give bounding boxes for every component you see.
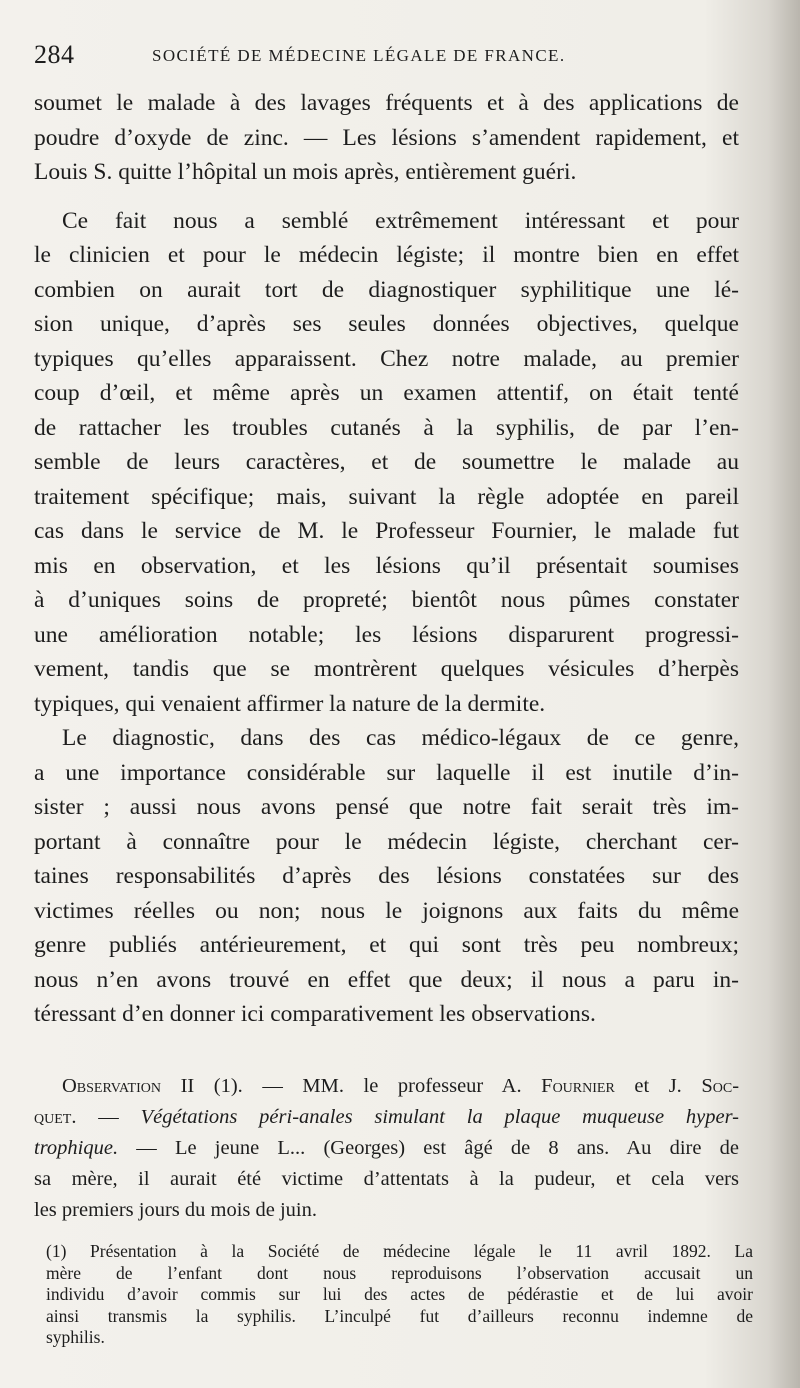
text-line: typiques, qui venaient affirmer la nature de la dermite. <box>34 690 546 717</box>
text-line: genre publiés antérieurement, et qui sont très peu nombreux; <box>34 932 739 958</box>
text-line: a une importance considérable sur laquelle il est inutile d’in- <box>34 759 739 786</box>
text-line: vement, tandis que se montrèrent quelques vésicules d’herpès <box>34 656 739 682</box>
author-name: Soc- <box>701 1075 740 1097</box>
text-line: coup d’œil, et même après un examen attentif, on était tenté <box>34 380 739 406</box>
observation-number: II (1). <box>180 1075 243 1097</box>
text-line: cas dans le service de M. le Professeur Fournier, le malade fut <box>34 518 739 544</box>
text-line: poudre d’oxyde de zinc. — Les lésions s’amendent rapidement, et <box>34 124 739 151</box>
observation-text: — Le jeune L... (Georges) est âgé de 8 ans. Au dire de <box>136 1137 740 1159</box>
observation-and: et J. <box>634 1075 682 1097</box>
footnote-line: individu d’avoir commis sur lui des actes de pédérastie et de lui avoir <box>46 1284 753 1304</box>
observation-block <box>34 1071 739 1226</box>
footnote-line: (1) Présentation à la Société de médecine légale le 11 avril 1892. La <box>46 1241 753 1261</box>
text-line: soumet le malade à des lavages fréquents et à des applications de <box>34 90 739 116</box>
text-line: semble de leurs caractères, et de soumettre le malade au <box>34 449 739 475</box>
text-line: nous n’en avons trouvé en effet que deux; il nous a paru in- <box>34 966 739 993</box>
author-name: quet. <box>34 1106 77 1128</box>
text-line: victimes réelles ou non; nous le joignons aux faits du même <box>34 897 739 924</box>
text-line: typiques qu’elles apparaissent. Chez notre malade, au premier <box>34 345 739 372</box>
observation-line <box>34 1071 739 1102</box>
text-line: Le diagnostic, dans des cas médico-légaux de ce genre, <box>62 725 739 751</box>
text-line: sister ; aussi nous avons pensé que notre fait serait très im- <box>34 794 739 820</box>
text-line: le clinicien et pour le médecin légiste; il montre bien en effet <box>34 242 739 268</box>
footnote-line: mère de l’enfant dont nous reproduisons l’observation accusait un <box>46 1262 753 1283</box>
text-line: portant à connaître pour le médecin légiste, cherchant cer- <box>34 828 739 855</box>
observation-label: Observation <box>62 1075 161 1097</box>
text-line: Ce fait nous a semblé extrêmement intéressant et pour <box>62 207 739 234</box>
text-line: mis en observation, et les lésions qu’il présentait soumises <box>34 552 739 579</box>
paragraph-3 <box>34 721 739 1032</box>
text-line: taines responsabilités d’après des lésions constatées sur des <box>34 863 739 889</box>
text-line: combien on aurait tort de diagnostiquer syphilitique une lé- <box>34 276 739 303</box>
page-number: 284 <box>34 40 75 69</box>
footnote <box>46 1241 753 1349</box>
paragraph-2 <box>34 204 739 722</box>
author-name: Fournier <box>541 1075 615 1097</box>
observation-line <box>34 1102 739 1133</box>
page-header <box>34 40 734 80</box>
observation-line <box>34 1133 739 1164</box>
text-line: une amélioration notable; les lésions disparurent progressi- <box>34 621 739 648</box>
observation-title: trophique. <box>34 1137 119 1159</box>
observation-line: les premiers jours du mois de juin. <box>34 1199 317 1221</box>
paragraph-1 <box>34 86 739 190</box>
running-title: SOCIÉTÉ DE MÉDECINE LÉGALE DE FRANCE. <box>152 46 566 65</box>
text-line: Louis S. quitte l’hôpital un mois après, entièrement guéri. <box>34 159 577 185</box>
main-text <box>34 86 739 1032</box>
observation-line: sa mère, il aurait été victime d’attentats à la pudeur, et cela vers <box>34 1168 739 1190</box>
text-line: à d’uniques soins de propreté; bientôt nous pûmes constater <box>34 587 739 613</box>
text-line: sion unique, d’après ses seules données objectives, quelque <box>34 311 739 337</box>
observation-authors-prefix: — MM. le professeur A. <box>262 1075 522 1097</box>
text-line: téressant d’en donner ici comparativement les observations. <box>34 1001 596 1027</box>
text-line: traitement spécifique; mais, suivant la règle adoptée en pareil <box>34 483 739 510</box>
text-line: de rattacher les troubles cutanés à la syphilis, de par l’en- <box>34 414 739 441</box>
observation-dash: — <box>98 1106 119 1128</box>
footnote-line: syphilis. <box>46 1327 105 1347</box>
observation-title: Végétations péri-anales simulant la plaque muqueuse hyper- <box>140 1106 740 1128</box>
footnote-line: ainsi transmis la syphilis. L’inculpé fut d’ailleurs reconnu indemne de <box>46 1305 753 1326</box>
